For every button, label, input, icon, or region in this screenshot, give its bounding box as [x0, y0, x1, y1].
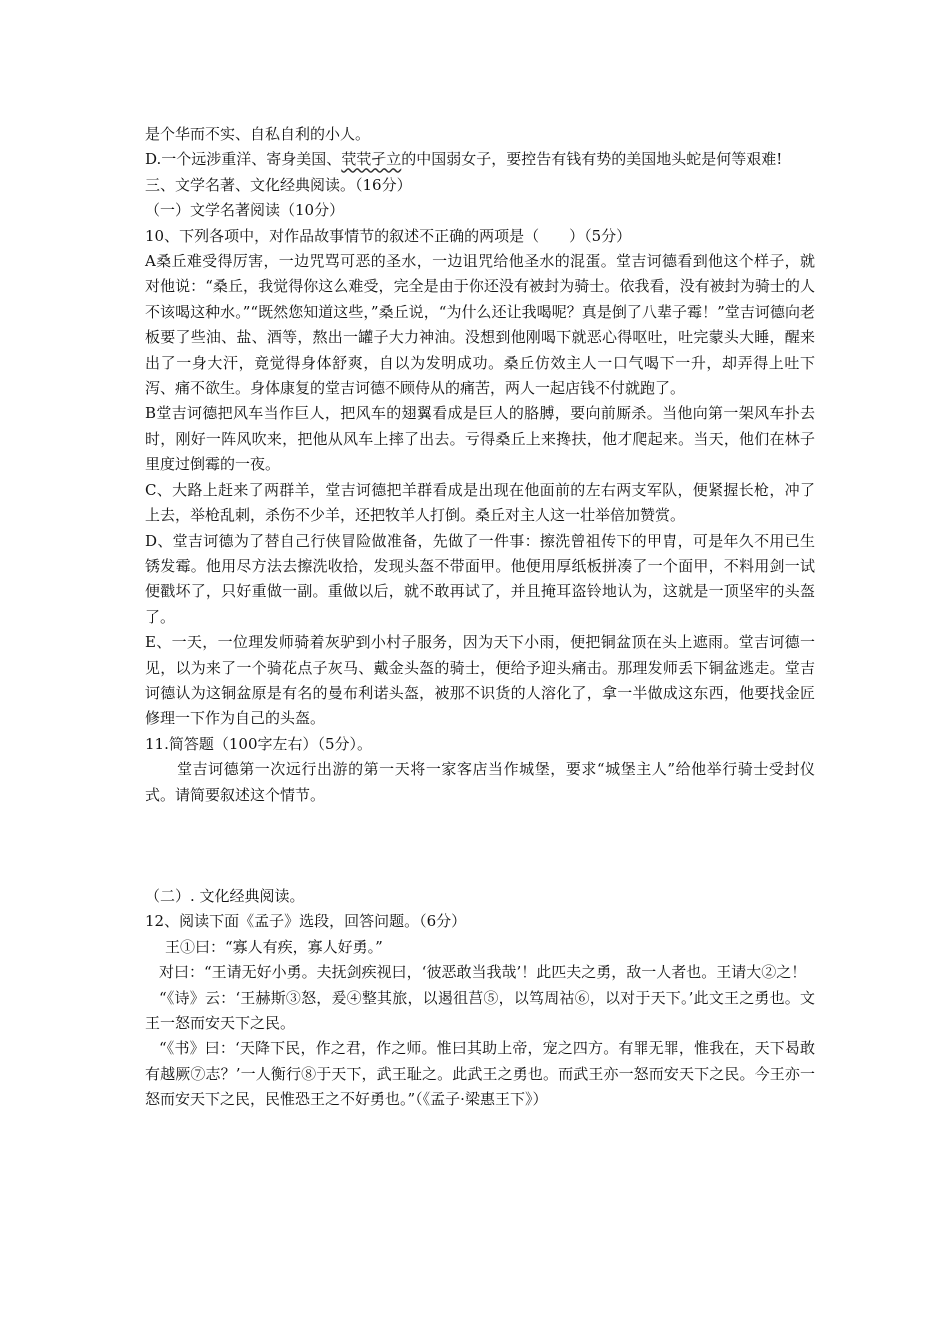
mencius-paragraph-3: “《诗》云：‘王赫斯③怒，爰④整其旅，以遏徂莒⑤，以笃周祜⑥，以对于天下。’此文王之勇也。文王一怒而安天下之民。: [145, 988, 815, 1032]
question-10-stem: 10、下列各项中，对作品故事情节的叙述不正确的两项是（ ）（5分）: [145, 226, 632, 245]
option-d-prefix: D.一个远涉重洋、寄身美国、: [145, 150, 342, 169]
option-d: [145, 147, 815, 172]
question-11-body: 堂吉诃德第一次远行出游的第一天将一家客店当作城堡，要求“城堡主人”给他举行骑士受封仪式。请简要叙述这个情节。: [145, 760, 815, 804]
section-3-1-title: （一）文学名著阅读（10分）: [145, 201, 345, 220]
option-d-suffix: 的中国弱女子，要控告有钱有势的美国地头蛇是何等艰难!: [401, 150, 783, 169]
section-3-title: 三、文学名著、文化经典阅读。（16分）: [145, 175, 412, 194]
question-10-option-d: D、堂吉诃德为了替自己行侠冒险做准备，先做了一件事：擦洗曾祖传下的甲胄，可是年久不用已生锈发霉。他用尽方法去擦洗收拾，发现头盔不带面甲。他便用厚纸板拼凑了一个面甲，不料用剑一试便戳坏了，只好重做一副。重做以后，就不敢再试了，并且掩耳盗铃地认为，这就是一顶坚牢的头盔了。: [145, 531, 815, 626]
question-11-stem: 11.简答题（100字左右）（5分）。: [145, 734, 373, 753]
question-10-option-b: B堂吉诃德把风车当作巨人，把风车的翅翼看成是巨人的胳膊，要向前厮杀。当他向第一架风车扑去时，刚好一阵风吹来，把他从风车上摔了出去。亏得桑丘上来搀扶，他才爬起来。当天，他们在林子里度过倒霉的一夜。: [145, 404, 815, 474]
question-12-stem: 12、阅读下面《孟子》选段，回答问题。（6分）: [145, 912, 467, 931]
mencius-paragraph-1: 王①曰：“寡人有疾，寡人好勇。”: [165, 937, 383, 956]
question-10-option-e: E、一天，一位理发师骑着灰驴到小村子服务，因为天下小雨，便把铜盆顶在头上遮雨。堂吉诃德一见，以为来了一个骑花点子灰马、戴金头盔的骑士，便给予迎头痛击。那理发师丢下铜盆逃走。堂吉诃德认为这铜盆原是有名的曼布利诺头盔，被那不识货的人溶化了，拿一半做成这东西，他要找金匠修理一下作为自己的头盔。: [145, 633, 815, 728]
question-10-option-c: C、大路上赶来了两群羊，堂吉诃德把羊群看成是出现在他面前的左右两支军队，便紧握长枪，冲了上去，举枪乱刺，杀伤不少羊，还把牧羊人打倒。桑丘对主人这一壮举倍加赞赏。: [145, 480, 815, 525]
option-d-wavy-term: 茕茕孑立: [341, 150, 402, 169]
option-c-tail: 是个华而不实、自私自利的小人。: [145, 125, 371, 143]
answer-space: [145, 808, 815, 884]
document-page: [145, 122, 815, 1113]
section-3-2-title: （二）. 文化经典阅读。: [145, 886, 305, 905]
question-10-option-a: A桑丘难受得厉害，一边咒骂可恶的圣水，一边诅咒给他圣水的混蛋。堂吉诃德看到他这个样子，就对他说：“桑丘，我觉得你这么难受，完全是由于你还没有被封为骑士。依我看，没有被封为骑士的人不该喝这种水。”“既然您知道这些，”桑丘说，“为什么还让我喝呢？真是倒了八辈子霉！”堂吉诃德向老板要了些油、盐、酒等，熬出一罐子大力神油。没想到他刚喝下就恶心得呕吐，吐完蒙头大睡，醒来出了一身大汗，竟觉得身体舒爽，自以为发明成功。桑丘仿效主人一口气喝下一升，却弄得上吐下泻、痛不欲生。身体康复的堂吉诃德不顾侍从的痛苦，两人一起店钱不付就跑了。: [145, 252, 815, 398]
mencius-paragraph-2: 对曰：“王请无好小勇。夫抚剑疾视曰，‘彼恶敢当我哉’！此匹夫之勇，敌一人者也。王请大②之！: [159, 963, 807, 982]
mencius-paragraph-4: “《书》曰：‘天降下民，作之君，作之师。惟曰其助上帝，宠之四方。有罪无罪，惟我在，天下曷敢有越厥⑦志？’一人衡行⑧于天下，武王耻之。此武王之勇也。而武王亦一怒而安天下之民。今王亦一怒而安天下之民，民惟恐王之不好勇也。”（《孟子·梁惠王下》）: [145, 1039, 815, 1109]
